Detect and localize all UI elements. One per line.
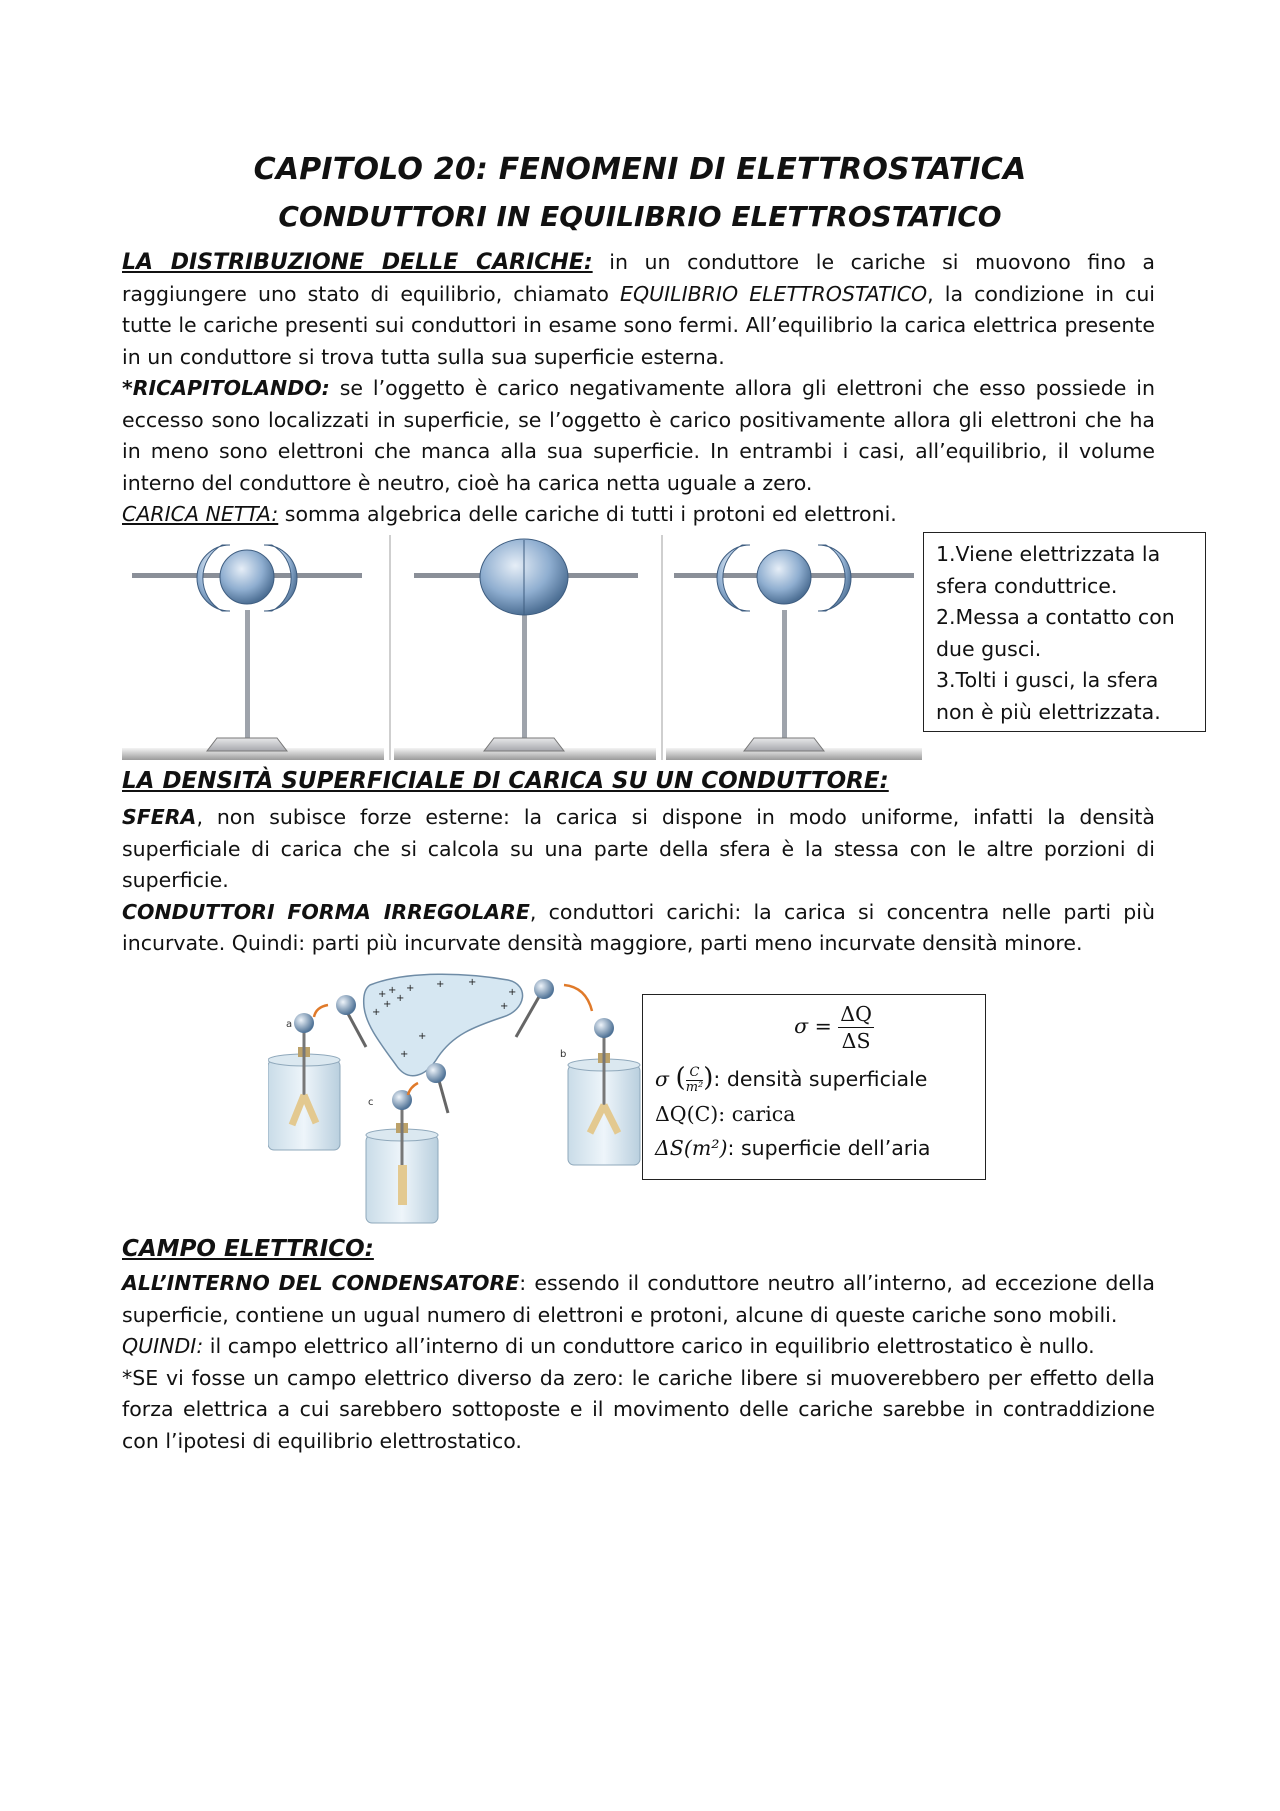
steps-box bbox=[923, 532, 1206, 732]
chapter-title: CAPITOLO 20: FENOMENI DI ELETTROSTATICA bbox=[253, 152, 1027, 187]
sphere-paragraph: SFERA, non subisce forze esterne: la carica si dispone in modo uniforme, infatti la densità superficiale di carica che si calcola su una parte della sfera è la stessa con le altre porzioni di superficie. bbox=[122, 805, 1155, 892]
step-3: 3.Tolti i gusci, la sfera non è più elettrizzata. bbox=[936, 668, 1161, 724]
stand-3 bbox=[666, 545, 922, 760]
therefore-paragraph: QUINDI: il campo elettrico all’interno di un conduttore carico in equilibrio elettrostatico è nullo. bbox=[122, 1334, 1095, 1358]
svg-text:+: + bbox=[436, 979, 445, 990]
svg-text:+: + bbox=[500, 1001, 509, 1012]
if-paragraph: *SE vi fosse un campo elettrico diverso da zero: le cariche libere si muoverebbero per effetto della forza elettrica a cui sarebbero sottoposte e il movimento delle cariche sarebbe in contraddizione con l’ipotesi di equilibrio elettrostatico. bbox=[122, 1365, 1155, 1453]
svg-text:+: + bbox=[508, 987, 517, 998]
svg-text:+: + bbox=[383, 999, 392, 1010]
svg-text:+: + bbox=[406, 983, 415, 994]
stand-2 bbox=[394, 539, 656, 760]
svg-text:+: + bbox=[468, 977, 477, 988]
irregular-label: CONDUTTORI FORMA IRREGOLARE bbox=[122, 899, 530, 924]
svg-text:+: + bbox=[372, 1007, 381, 1018]
distribution-paragraph: LA DISTRIBUZIONE DELLE CARICHE: in un conduttore le cariche si muovono fino a raggiungere uno stato di equilibrio, chiamato EQUILIBRIO ELETTROSTATICO, la condizione in cui tutte le cariche presenti sui conduttori in esame sono fermi. All’equilibrio la carica elettrica presente in un conduttore si trova tutta sulla sua superficie esterna. bbox=[122, 250, 1156, 369]
svg-text:+: + bbox=[400, 1049, 409, 1060]
svg-text:+: + bbox=[378, 989, 387, 1000]
therefore-label: QUINDI: bbox=[122, 1334, 204, 1358]
sphere-label: SFERA bbox=[122, 805, 197, 829]
net-charge-paragraph: CARICA NETTA: somma algebrica delle cariche di tutti i protoni ed elettroni. bbox=[122, 502, 897, 526]
step-2: 2.Messa a contatto con due gusci. bbox=[936, 605, 1175, 661]
inside-paragraph: ALL’INTERNO DEL CONDENSATORE: essendo il conduttore neutro all’interno, ad eccezione della superficie, contiene un ugual numero di elettroni e protoni, alcune di queste cariche sono mobili. bbox=[122, 1271, 1155, 1327]
irregular-paragraph: CONDUTTORI FORMA IRREGOLARE, conduttori carichi: la carica si concentra nelle parti più incurvate. Quindi: parti più incurvate densità maggiore, parti meno incurvate densità minore. bbox=[122, 899, 1155, 955]
step-1: 1.Viene elettrizzata la sfera conduttrice. bbox=[936, 542, 1161, 598]
density-formula: σ = $\frac{\Delta Q}{\Delta S}$ bbox=[794, 1002, 872, 1053]
recap-paragraph: *RICAPITOLANDO: se l’oggetto è carico negativamente allora gli elettroni che esso possiede in eccesso sono localizzati in superficie, se l’oggetto è carico positivamente allora gli elettroni che ha in meno sono elettroni che manca alla sua superficie. In entrambi i casi, all’equilibrio, il volume interno del conduttore è neutro, cioè ha carica netta uguale a zero. bbox=[122, 376, 1155, 495]
inside-label: ALL’INTERNO DEL CONDENSATORE bbox=[122, 1271, 520, 1295]
formula-line-2: ΔQ(C): carica bbox=[655, 1102, 796, 1126]
electroscope-a bbox=[268, 995, 366, 1150]
electroscope-c bbox=[366, 1063, 448, 1223]
distribution-section bbox=[122, 247, 1155, 531]
label-a: a bbox=[286, 1019, 293, 1030]
stand-1 bbox=[122, 545, 384, 760]
recap-label: *RICAPITOLANDO: bbox=[122, 376, 330, 400]
equilibrium-term: EQUILIBRIO ELETTROSTATICO bbox=[620, 281, 928, 306]
distribution-heading: LA DISTRIBUZIONE DELLE CARICHE: bbox=[122, 250, 593, 275]
svg-text:+: + bbox=[418, 1031, 427, 1042]
electroscope-figure bbox=[268, 965, 648, 1225]
density-section bbox=[122, 802, 1155, 960]
density-heading: LA DENSITÀ SUPERFICIALE DI CARICA SU UN CONDUTTORE: bbox=[122, 768, 889, 794]
chapter-subtitle: CONDUTTORI IN EQUILIBRIO ELETTROSTATICO bbox=[278, 200, 1002, 233]
field-heading: CAMPO ELETTRICO: bbox=[122, 1236, 374, 1262]
label-b: b bbox=[560, 1049, 567, 1060]
svg-text:+: + bbox=[388, 985, 397, 996]
sphere-shells-figure bbox=[122, 535, 922, 760]
formula-box bbox=[642, 994, 986, 1180]
label-c: c bbox=[368, 1097, 374, 1108]
net-charge-label: CARICA NETTA: bbox=[122, 502, 279, 526]
electroscope-b bbox=[516, 979, 640, 1165]
formula-line-1: σ ( $\frac{C}{\text{m²}}$ ): densità superficiale bbox=[655, 1063, 928, 1095]
svg-text:+: + bbox=[396, 993, 405, 1004]
formula-line-3: ΔS(m²): superficie dell’aria bbox=[655, 1136, 931, 1160]
field-section bbox=[122, 1268, 1155, 1457]
